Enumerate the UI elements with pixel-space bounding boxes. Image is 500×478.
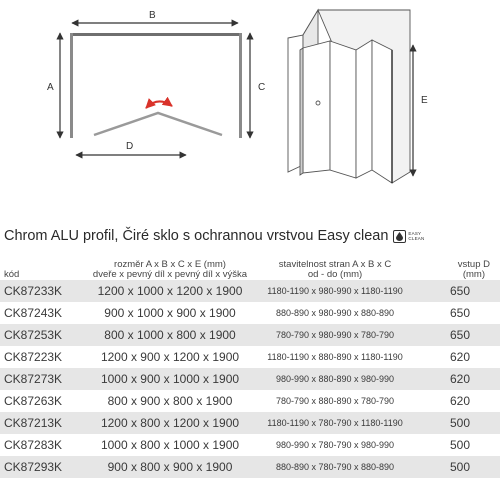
cell-adjustability: 980-990 x 880-890 x 980-990 xyxy=(275,374,395,384)
header-entry: vstup D (mm) xyxy=(457,259,490,280)
cell-entry: 620 xyxy=(449,350,471,364)
technical-diagrams xyxy=(0,0,500,215)
dimension-c-label: C xyxy=(258,82,266,93)
cell-entry: 650 xyxy=(449,284,471,298)
door-handle xyxy=(316,101,320,105)
cell-code: CK87213K xyxy=(4,416,63,430)
door-panel-left xyxy=(303,41,330,173)
cell-dimensions: 1200 x 900 x 1200 x 1900 xyxy=(100,350,240,364)
cell-code: CK87253K xyxy=(4,328,63,342)
door-panel-right xyxy=(330,41,356,178)
dimension-a-label: A xyxy=(47,82,54,93)
door-rotation-arrow xyxy=(146,101,172,108)
cell-dimensions: 900 x 800 x 900 x 1900 xyxy=(107,460,233,474)
cell-dimensions: 1200 x 1000 x 1200 x 1900 xyxy=(97,284,243,298)
cell-adjustability: 1180-1190 x 780-790 x 1180-1190 xyxy=(267,418,403,428)
cell-adjustability: 880-890 x 780-790 x 880-890 xyxy=(275,462,395,472)
cell-code: CK87243K xyxy=(4,306,63,320)
table-row xyxy=(0,412,500,434)
cell-adjustability: 1180-1190 x 880-890 x 1180-1190 xyxy=(267,352,403,362)
cell-code: CK87263K xyxy=(4,394,63,408)
cell-adjustability: 880-890 x 980-990 x 880-890 xyxy=(275,308,395,318)
table-row xyxy=(0,324,500,346)
folding-door xyxy=(94,113,222,135)
product-title: Chrom ALU profil, Čiré sklo s ochrannou vrstvou Easy clean xyxy=(4,228,389,244)
cell-adjustability: 780-790 x 980-990 x 780-790 xyxy=(275,330,395,340)
cell-dimensions: 800 x 1000 x 800 x 1900 xyxy=(104,328,236,342)
dimension-b-label: B xyxy=(149,10,156,21)
cell-entry: 500 xyxy=(449,460,471,474)
cell-entry: 620 xyxy=(449,394,471,408)
header-adjustability: stavitelnost stran A x B x C od - do (mm) xyxy=(278,259,392,280)
header-code: kód xyxy=(4,269,20,280)
table-row xyxy=(0,280,500,302)
cell-dimensions: 900 x 1000 x 900 x 1900 xyxy=(104,306,236,320)
cell-entry: 500 xyxy=(449,438,471,452)
cell-adjustability: 980-990 x 780-790 x 980-990 xyxy=(275,440,395,450)
cell-entry: 620 xyxy=(449,372,471,386)
table-row xyxy=(0,434,500,456)
back-panel xyxy=(70,33,242,36)
product-table xyxy=(0,252,500,478)
dimension-d-label: D xyxy=(126,141,134,152)
floor-plan-diagram xyxy=(47,10,265,155)
cell-dimensions: 1200 x 800 x 1200 x 1900 xyxy=(100,416,240,430)
easy-clean-badge xyxy=(393,230,424,243)
table-row xyxy=(0,302,500,324)
table-row xyxy=(0,368,500,390)
cell-entry: 650 xyxy=(449,328,471,342)
water-drop-icon xyxy=(393,230,406,243)
left-panel xyxy=(70,33,73,138)
cell-dimensions: 800 x 900 x 800 x 1900 xyxy=(107,394,233,408)
table-header-row xyxy=(0,252,500,280)
cell-dimensions: 1000 x 900 x 1000 x 1900 xyxy=(100,372,240,386)
cell-adjustability: 780-790 x 880-890 x 780-790 xyxy=(275,396,395,406)
table-row xyxy=(0,390,500,412)
cell-code: CK87293K xyxy=(4,460,63,474)
header-dimensions: rozměr A x B x C x E (mm) dveře x pevný díl x pevný díl x výška xyxy=(92,259,248,280)
table-row xyxy=(0,346,500,368)
cell-code: CK87233K xyxy=(4,284,63,298)
cell-code: CK87273K xyxy=(4,372,63,386)
cell-code: CK87223K xyxy=(4,350,63,364)
dimension-e-label: E xyxy=(421,95,428,106)
cell-adjustability: 1180-1190 x 980-990 x 1180-1190 xyxy=(267,286,403,296)
cell-entry: 500 xyxy=(449,416,471,430)
badge-line-2: CLEAN xyxy=(408,236,425,241)
table-body xyxy=(0,280,500,478)
product-title-row xyxy=(4,225,496,247)
cell-entry: 650 xyxy=(449,306,471,320)
table-row xyxy=(0,456,500,478)
right-panel xyxy=(239,33,242,138)
cell-code: CK87283K xyxy=(4,438,63,452)
right-side-panel xyxy=(356,40,372,178)
cell-dimensions: 1000 x 800 x 1000 x 1900 xyxy=(100,438,240,452)
badge-line-1: EASY xyxy=(408,231,422,236)
perspective-diagram xyxy=(288,10,428,183)
